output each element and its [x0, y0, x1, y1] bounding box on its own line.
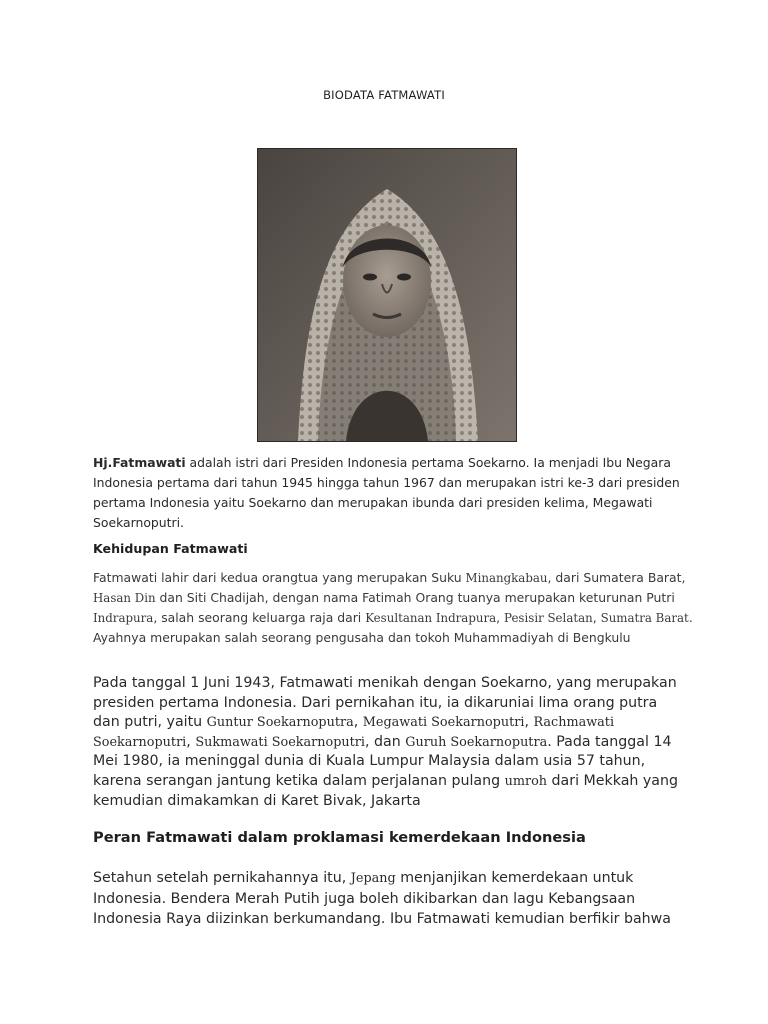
text-run: Guntur Soekarnoputra	[206, 715, 354, 731]
section2-paragraph-1	[93, 868, 683, 929]
text-run: Sukmawati Soekarnoputri	[195, 734, 366, 750]
text-run: Setahun setelah pernikahannya itu,	[93, 870, 351, 886]
portrait-illustration	[258, 149, 516, 441]
text-run: , salah seorang keluarga raja dari	[153, 610, 366, 625]
text-run: dan Siti Chadijah, dengan nama Fatimah Orang tuanya merupakan keturunan Putri	[155, 590, 675, 605]
subject-name: Hj.Fatmawati	[93, 455, 186, 470]
text-run: Kesultanan Indrapura	[365, 611, 497, 625]
text-run: Pada tanggal 1 Juni 1943, Fatmawati menikah dengan Soekarno, yang merupakan presiden pertama Indonesia. Dari pernikahan itu, ia dikaruniai lima orang putra dan putri, yaitu	[93, 675, 677, 731]
text-run: Minangkabau	[465, 571, 548, 585]
text-run: , dari Sumatera Barat,	[547, 570, 686, 585]
intro-text: adalah istri dari Presiden Indonesia pertama Soekarno. Ia menjadi Ibu Negara Indonesia pertama dari tahun 1945 hingga tahun 1967 dan merupakan istri ke-3 dari presiden pertama Indonesia yaitu Soekarno dan merupakan ibunda dari presiden kelima, Megawati Soekarnoputri.	[93, 455, 680, 530]
text-run: ,	[524, 714, 534, 731]
section1-paragraph-2	[93, 674, 683, 811]
text-run: umroh	[504, 773, 548, 789]
text-run: dari Mekkah yang kemudian dimakamkan di Karet Bivak, Jakarta	[93, 772, 678, 809]
portrait-photo	[257, 148, 517, 442]
text-run: ,	[496, 610, 505, 625]
text-run: Jepang	[350, 871, 396, 886]
section-heading-proklamasi: Peran Fatmawati dalam proklamasi kemerdekaan Indonesia	[93, 829, 586, 846]
text-run: Megawati Soekarnoputri	[362, 715, 525, 731]
text-run: Hasan Din	[93, 591, 156, 605]
text-run: ,	[353, 714, 363, 731]
text-run: Rachmawati Soekarnoputri	[93, 715, 615, 750]
text-run: . Pada tanggal 14 Mei 1980, ia meninggal dunia di Kuala Lumpur Malaysia dalam usia 57 tahun, karena serangan jantung ketika dalam perjalanan pulang	[93, 733, 672, 789]
text-run: menjanjikan kemerdekaan untuk Indonesia. Bendera Merah Putih juga boleh dikibarkan dan lagu Kebangsaan Indonesia Raya diizinkan berkumandang. Ibu Fatmawati kemudian berfikir bahwa	[93, 870, 671, 927]
intro-paragraph	[93, 453, 693, 533]
text-run: Indrapura	[93, 611, 154, 625]
text-run: Fatmawati lahir dari kedua orangtua yang merupakan Suku	[93, 570, 466, 585]
section1-paragraph-1	[93, 568, 693, 648]
text-run: Pesisir Selatan	[504, 611, 593, 625]
section-heading-kehidupan: Kehidupan Fatmawati	[93, 541, 248, 556]
text-run: ,	[186, 733, 196, 750]
text-run: . Ayahnya merupakan salah seorang pengusaha dan tokoh Muhammadiyah di Bengkulu	[93, 610, 693, 645]
document-title: BIODATA FATMAWATI	[323, 88, 445, 102]
text-run: Sumatra Barat	[600, 611, 689, 625]
text-run: ,	[592, 610, 601, 625]
text-run: , dan	[365, 733, 406, 750]
text-run: Guruh Soekarnoputra	[405, 734, 548, 750]
